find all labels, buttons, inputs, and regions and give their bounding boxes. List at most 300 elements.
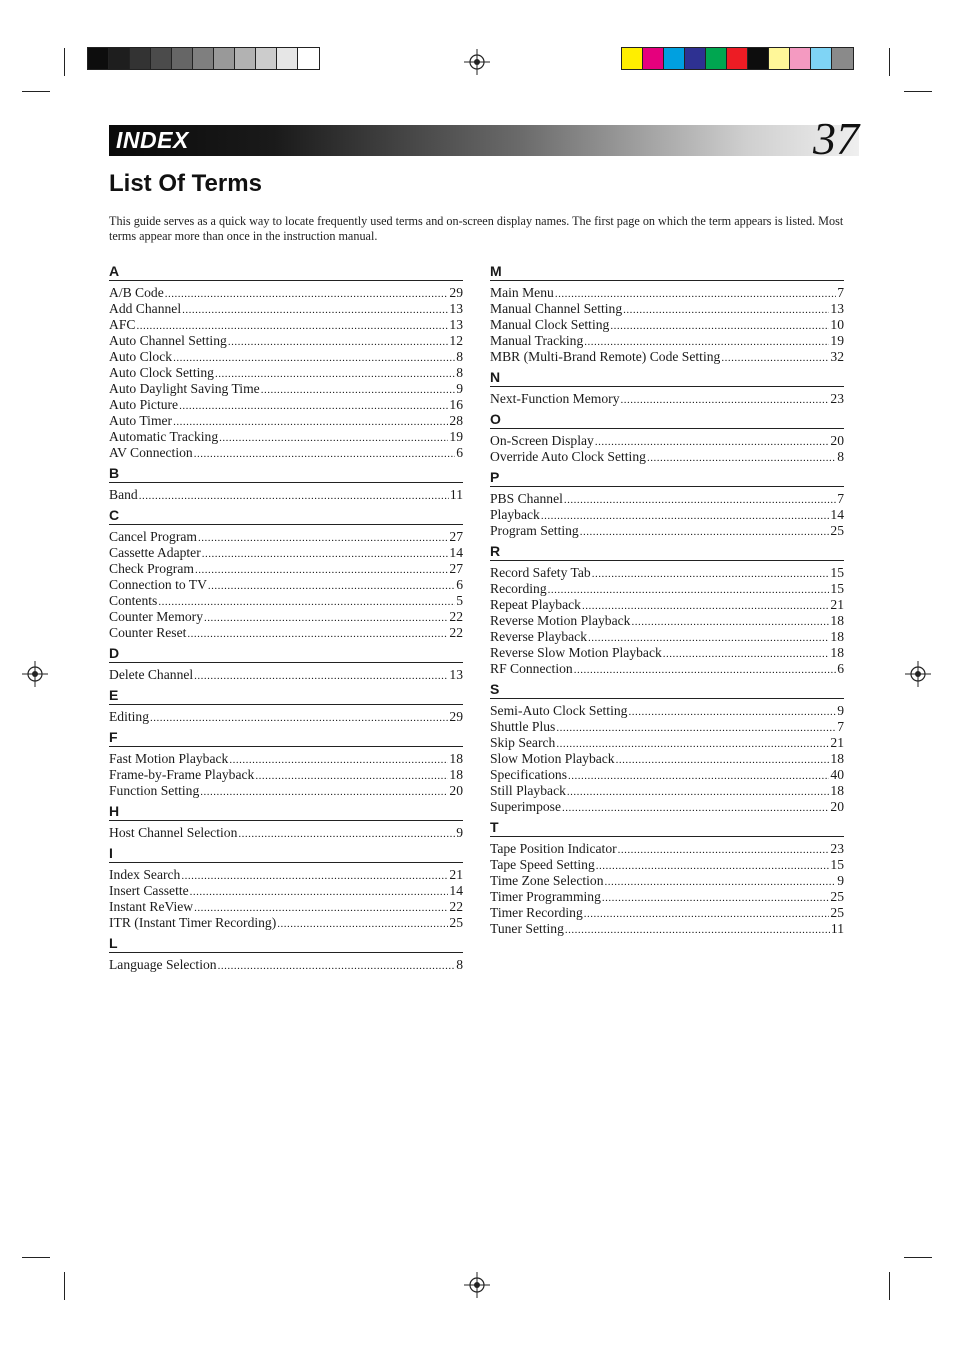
index-term: Cancel Program [109, 529, 197, 544]
index-page-number: 15 [830, 857, 844, 872]
index-entry [490, 507, 844, 523]
index-term: Repeat Playback [490, 597, 581, 612]
index-term: Next-Function Memory [490, 391, 620, 406]
index-entry [109, 867, 463, 883]
index-term: Override Auto Clock Setting [490, 449, 646, 464]
index-page-number: 18 [449, 767, 463, 782]
color-swatch [643, 48, 664, 69]
dot-leader [198, 529, 448, 546]
index-page-number: 20 [830, 433, 844, 448]
index-entry [490, 719, 844, 735]
index-term: ITR (Instant Timer Recording) [109, 915, 277, 930]
index-term: Band [109, 487, 138, 502]
dot-leader [202, 545, 449, 562]
index-entry [490, 565, 844, 581]
index-entry [490, 581, 844, 597]
index-entry [109, 783, 463, 799]
index-entry [109, 915, 463, 931]
dot-leader [195, 561, 448, 578]
index-entry [109, 899, 463, 915]
crop-mark [889, 48, 890, 76]
index-page-number: 11 [449, 487, 463, 502]
index-term: Auto Channel Setting [109, 333, 227, 348]
registration-mark-icon [22, 661, 48, 687]
index-page-number: 8 [837, 449, 844, 464]
index-entry [490, 889, 844, 905]
dot-leader [556, 719, 836, 736]
index-entry [109, 957, 463, 973]
color-swatch [277, 48, 298, 69]
index-page-number: 7 [837, 491, 844, 506]
color-swatch [748, 48, 769, 69]
dot-leader [628, 703, 836, 720]
index-page-number: 20 [830, 799, 844, 814]
dot-leader [215, 365, 455, 382]
dot-leader [228, 333, 449, 350]
index-entry [490, 317, 844, 333]
index-page-number: 5 [456, 593, 463, 608]
crop-mark [64, 1272, 65, 1300]
index-page-number: 15 [830, 565, 844, 580]
index-entry [490, 597, 844, 613]
index-term: Reverse Motion Playback [490, 613, 631, 628]
index-entry [490, 799, 844, 815]
crop-mark [64, 48, 65, 76]
crop-mark [889, 1272, 890, 1300]
index-page-number: 8 [456, 365, 463, 380]
index-group [490, 543, 844, 677]
color-swatch [706, 48, 727, 69]
index-entry [490, 735, 844, 751]
index-term: Specifications [490, 767, 568, 782]
index-term: Fast Motion Playback [109, 751, 229, 766]
index-page-number: 13 [449, 301, 463, 316]
index-page-number: 28 [449, 413, 463, 428]
dot-leader [218, 957, 456, 974]
dot-leader [596, 857, 830, 874]
dot-leader [588, 629, 829, 646]
index-page-number: 23 [830, 391, 844, 406]
dot-leader [582, 597, 829, 614]
index-entry [109, 529, 463, 545]
index-group [490, 411, 844, 465]
index-term: Semi-Auto Clock Setting [490, 703, 628, 718]
index-page-number: 29 [449, 709, 463, 724]
dot-leader [219, 429, 448, 446]
index-term: Host Channel Selection [109, 825, 238, 840]
index-page-number: 19 [449, 429, 463, 444]
index-page-number: 23 [830, 841, 844, 856]
index-term: Contents [109, 593, 158, 608]
index-term: Auto Timer [109, 413, 173, 428]
index-group [109, 935, 463, 973]
dot-leader [565, 921, 830, 938]
dot-leader [255, 767, 448, 784]
registration-mark-icon [464, 1272, 490, 1298]
index-term: RF Connection [490, 661, 573, 676]
index-term: Timer Programming [490, 889, 601, 904]
index-group [109, 845, 463, 931]
index-entry [109, 381, 463, 397]
index-entry [109, 285, 463, 301]
index-group [109, 645, 463, 683]
dot-leader [277, 915, 448, 932]
index-term: Frame-by-Frame Playback [109, 767, 255, 782]
index-entry [109, 349, 463, 365]
index-page-number: 9 [837, 873, 844, 888]
index-page-number: 6 [456, 445, 463, 460]
index-page-number: 14 [830, 507, 844, 522]
index-page-number: 21 [830, 597, 844, 612]
index-page-number: 9 [456, 825, 463, 840]
index-page-number: 27 [449, 561, 463, 576]
index-entry [109, 593, 463, 609]
index-page-number: 18 [830, 629, 844, 644]
index-entry [109, 825, 463, 841]
index-group [490, 469, 844, 539]
index-entry [109, 445, 463, 461]
index-term: Tuner Setting [490, 921, 564, 936]
dot-leader [165, 285, 449, 302]
index-page-number: 18 [830, 751, 844, 766]
index-page-number: 6 [837, 661, 844, 676]
index-term: AV Connection [109, 445, 193, 460]
index-group [109, 507, 463, 641]
index-page-number: 27 [449, 529, 463, 544]
index-letter-heading: R [490, 543, 844, 561]
color-swatch [235, 48, 256, 69]
index-page-number: 25 [830, 889, 844, 904]
index-term: AFC [109, 317, 136, 332]
dot-leader [179, 397, 448, 414]
index-term: Counter Memory [109, 609, 204, 624]
color-swatch [172, 48, 193, 69]
index-group [490, 681, 844, 815]
index-entry [109, 625, 463, 641]
index-entry [490, 629, 844, 645]
dot-leader [190, 883, 449, 900]
index-entry [109, 667, 463, 683]
index-term: Manual Channel Setting [490, 301, 623, 316]
section-header-bar [109, 125, 859, 156]
color-swatch [214, 48, 235, 69]
intro-paragraph: This guide serves as a quick way to locate frequently used terms and on-screen display names. The first page on which the term appears is listed. Most terms appear more than once in the instruction manual. [109, 214, 844, 243]
color-swatch [769, 48, 790, 69]
color-swatch [256, 48, 277, 69]
index-entry [109, 883, 463, 899]
index-letter-heading: D [109, 645, 463, 663]
index-page-number: 9 [837, 703, 844, 718]
dot-leader [238, 825, 455, 842]
index-entry [109, 767, 463, 783]
index-term: On-Screen Display [490, 433, 594, 448]
dot-leader [564, 491, 836, 508]
dot-leader [663, 645, 830, 662]
dot-leader [568, 767, 829, 784]
index-term: Reverse Playback [490, 629, 588, 644]
index-page-number: 19 [830, 333, 844, 348]
index-entry [109, 397, 463, 413]
index-page-number: 8 [456, 349, 463, 364]
index-entry [109, 333, 463, 349]
dot-leader [580, 523, 830, 540]
index-page-number: 25 [449, 915, 463, 930]
index-entry [490, 661, 844, 677]
index-group [109, 465, 463, 503]
index-term: A/B Code [109, 285, 164, 300]
index-letter-heading: I [109, 845, 463, 863]
index-page-number: 20 [449, 783, 463, 798]
registration-mark-icon [905, 661, 931, 687]
color-swatch [832, 48, 853, 69]
index-term: Slow Motion Playback [490, 751, 615, 766]
color-swatch [88, 48, 109, 69]
index-term: Add Channel [109, 301, 182, 316]
index-letter-heading: F [109, 729, 463, 747]
color-swatch [790, 48, 811, 69]
index-page-number: 11 [830, 921, 844, 936]
index-term: Still Playback [490, 783, 566, 798]
dot-leader [623, 301, 829, 318]
index-term: Check Program [109, 561, 194, 576]
dot-leader [647, 449, 836, 466]
dot-leader [194, 445, 455, 462]
dot-leader [541, 507, 830, 524]
dot-leader [592, 565, 830, 582]
dot-leader [136, 317, 448, 334]
index-term: Editing [109, 709, 150, 724]
index-entry [109, 709, 463, 725]
dot-leader [605, 873, 837, 890]
index-term: Delete Channel [109, 667, 194, 682]
color-swatch [130, 48, 151, 69]
dot-leader [595, 433, 830, 450]
color-swatch [193, 48, 214, 69]
grayscale-swatch-bar [87, 47, 320, 70]
dot-leader [618, 841, 830, 858]
dot-leader [721, 349, 829, 366]
index-page-number: 13 [449, 667, 463, 682]
color-swatch-bar [621, 47, 854, 70]
index-entry [109, 317, 463, 333]
index-entry [490, 841, 844, 857]
index-entry [109, 413, 463, 429]
index-page-number: 22 [449, 609, 463, 624]
index-entry [490, 333, 844, 349]
dot-leader [194, 899, 448, 916]
index-term: Language Selection [109, 957, 217, 972]
index-entry [490, 449, 844, 465]
index-term: Main Menu [490, 285, 554, 300]
index-term: Tape Position Indicator [490, 841, 617, 856]
dot-leader [229, 751, 448, 768]
index-page-number: 40 [830, 767, 844, 782]
dot-leader [158, 593, 455, 610]
dot-leader [555, 285, 836, 302]
index-entry [490, 703, 844, 719]
index-entry [490, 905, 844, 921]
dot-leader [261, 381, 456, 398]
color-swatch [151, 48, 172, 69]
index-entry [490, 751, 844, 767]
index-entry [109, 545, 463, 561]
index-letter-heading: S [490, 681, 844, 699]
index-page-number: 18 [830, 783, 844, 798]
index-column-right [490, 263, 844, 941]
registration-mark-icon [464, 49, 490, 75]
index-page-number: 10 [830, 317, 844, 332]
index-group [490, 263, 844, 365]
index-term: Auto Daylight Saving Time [109, 381, 260, 396]
index-letter-heading: T [490, 819, 844, 837]
index-entry [490, 349, 844, 365]
index-letter-heading: A [109, 263, 463, 281]
index-group [490, 369, 844, 407]
index-entry [490, 491, 844, 507]
index-page-number: 29 [449, 285, 463, 300]
dot-leader [616, 751, 830, 768]
index-term: Auto Picture [109, 397, 179, 412]
index-page-number: 22 [449, 625, 463, 640]
index-letter-heading: N [490, 369, 844, 387]
index-term: Shuttle Plus [490, 719, 556, 734]
index-column-left [109, 263, 463, 977]
index-group [109, 687, 463, 725]
index-page-number: 14 [449, 545, 463, 560]
index-page-number: 15 [830, 581, 844, 596]
dot-leader [204, 609, 448, 626]
index-term: Time Zone Selection [490, 873, 604, 888]
index-entry [490, 285, 844, 301]
index-letter-heading: C [109, 507, 463, 525]
index-letter-heading: O [490, 411, 844, 429]
color-swatch [811, 48, 832, 69]
index-entry [109, 301, 463, 317]
index-term: Manual Clock Setting [490, 317, 610, 332]
index-letter-heading: M [490, 263, 844, 281]
crop-mark [904, 91, 932, 92]
dot-leader [567, 783, 830, 800]
index-term: Tape Speed Setting [490, 857, 595, 872]
index-term: Auto Clock [109, 349, 173, 364]
index-page-number: 32 [830, 349, 844, 364]
index-term: Timer Recording [490, 905, 583, 920]
index-entry [109, 365, 463, 381]
color-swatch [622, 48, 643, 69]
index-entry [490, 613, 844, 629]
index-page-number: 7 [837, 285, 844, 300]
index-page-number: 25 [830, 523, 844, 538]
color-swatch [298, 48, 319, 69]
color-swatch [727, 48, 748, 69]
index-term: Reverse Slow Motion Playback [490, 645, 662, 660]
crop-mark [904, 1257, 932, 1258]
index-entry [109, 561, 463, 577]
index-letter-heading: L [109, 935, 463, 953]
index-page-number: 8 [456, 957, 463, 972]
index-term: Auto Clock Setting [109, 365, 214, 380]
section-label: INDEX [116, 127, 189, 153]
index-page-number: 13 [449, 317, 463, 332]
index-letter-heading: H [109, 803, 463, 821]
index-group [490, 819, 844, 937]
index-entry [109, 429, 463, 445]
index-letter-heading: B [109, 465, 463, 483]
index-page-number: 25 [830, 905, 844, 920]
index-page-number: 18 [449, 751, 463, 766]
dot-leader [173, 413, 448, 430]
color-swatch [664, 48, 685, 69]
index-term: Cassette Adapter [109, 545, 201, 560]
index-term: Skip Search [490, 735, 556, 750]
index-term: Record Safety Tab [490, 565, 591, 580]
color-swatch [685, 48, 706, 69]
index-entry [490, 645, 844, 661]
dot-leader [200, 783, 448, 800]
index-term: PBS Channel [490, 491, 563, 506]
dot-leader [610, 317, 829, 334]
index-term: Superimpose [490, 799, 561, 814]
index-letter-heading: P [490, 469, 844, 487]
index-term: Function Setting [109, 783, 200, 798]
dot-leader [194, 667, 448, 684]
crop-mark [22, 1257, 50, 1258]
index-page-number: 21 [830, 735, 844, 750]
index-term: Counter Reset [109, 625, 187, 640]
index-entry [109, 577, 463, 593]
index-term: MBR (Multi-Brand Remote) Code Setting [490, 349, 721, 364]
dot-leader [150, 709, 448, 726]
index-entry [490, 301, 844, 317]
crop-mark [22, 91, 50, 92]
dot-leader [574, 661, 837, 678]
index-term: Automatic Tracking [109, 429, 219, 444]
dot-leader [181, 867, 448, 884]
index-group [109, 729, 463, 799]
index-entry [490, 857, 844, 873]
index-entry [490, 921, 844, 937]
index-term: Index Search [109, 867, 181, 882]
dot-leader [631, 613, 829, 630]
index-page-number: 21 [449, 867, 463, 882]
dot-leader [556, 735, 829, 752]
index-entry [490, 523, 844, 539]
index-page-number: 13 [830, 301, 844, 316]
index-entry [490, 433, 844, 449]
dot-leader [602, 889, 830, 906]
dot-leader [584, 333, 829, 350]
index-entry [490, 783, 844, 799]
index-entry [109, 487, 463, 503]
dot-leader [562, 799, 829, 816]
index-entry [490, 767, 844, 783]
index-entry [109, 751, 463, 767]
dot-leader [182, 301, 448, 318]
index-term: Recording [490, 581, 547, 596]
index-page-number: 6 [456, 577, 463, 592]
index-page-number: 14 [449, 883, 463, 898]
index-page-number: 18 [830, 645, 844, 660]
index-page-number: 12 [449, 333, 463, 348]
index-term: Connection to TV [109, 577, 207, 592]
index-term: Insert Cassette [109, 883, 189, 898]
dot-leader [621, 391, 830, 408]
index-entry [490, 873, 844, 889]
page-title: List Of Terms [109, 170, 262, 197]
index-group [109, 803, 463, 841]
dot-leader [173, 349, 455, 366]
index-page-number: 18 [830, 613, 844, 628]
